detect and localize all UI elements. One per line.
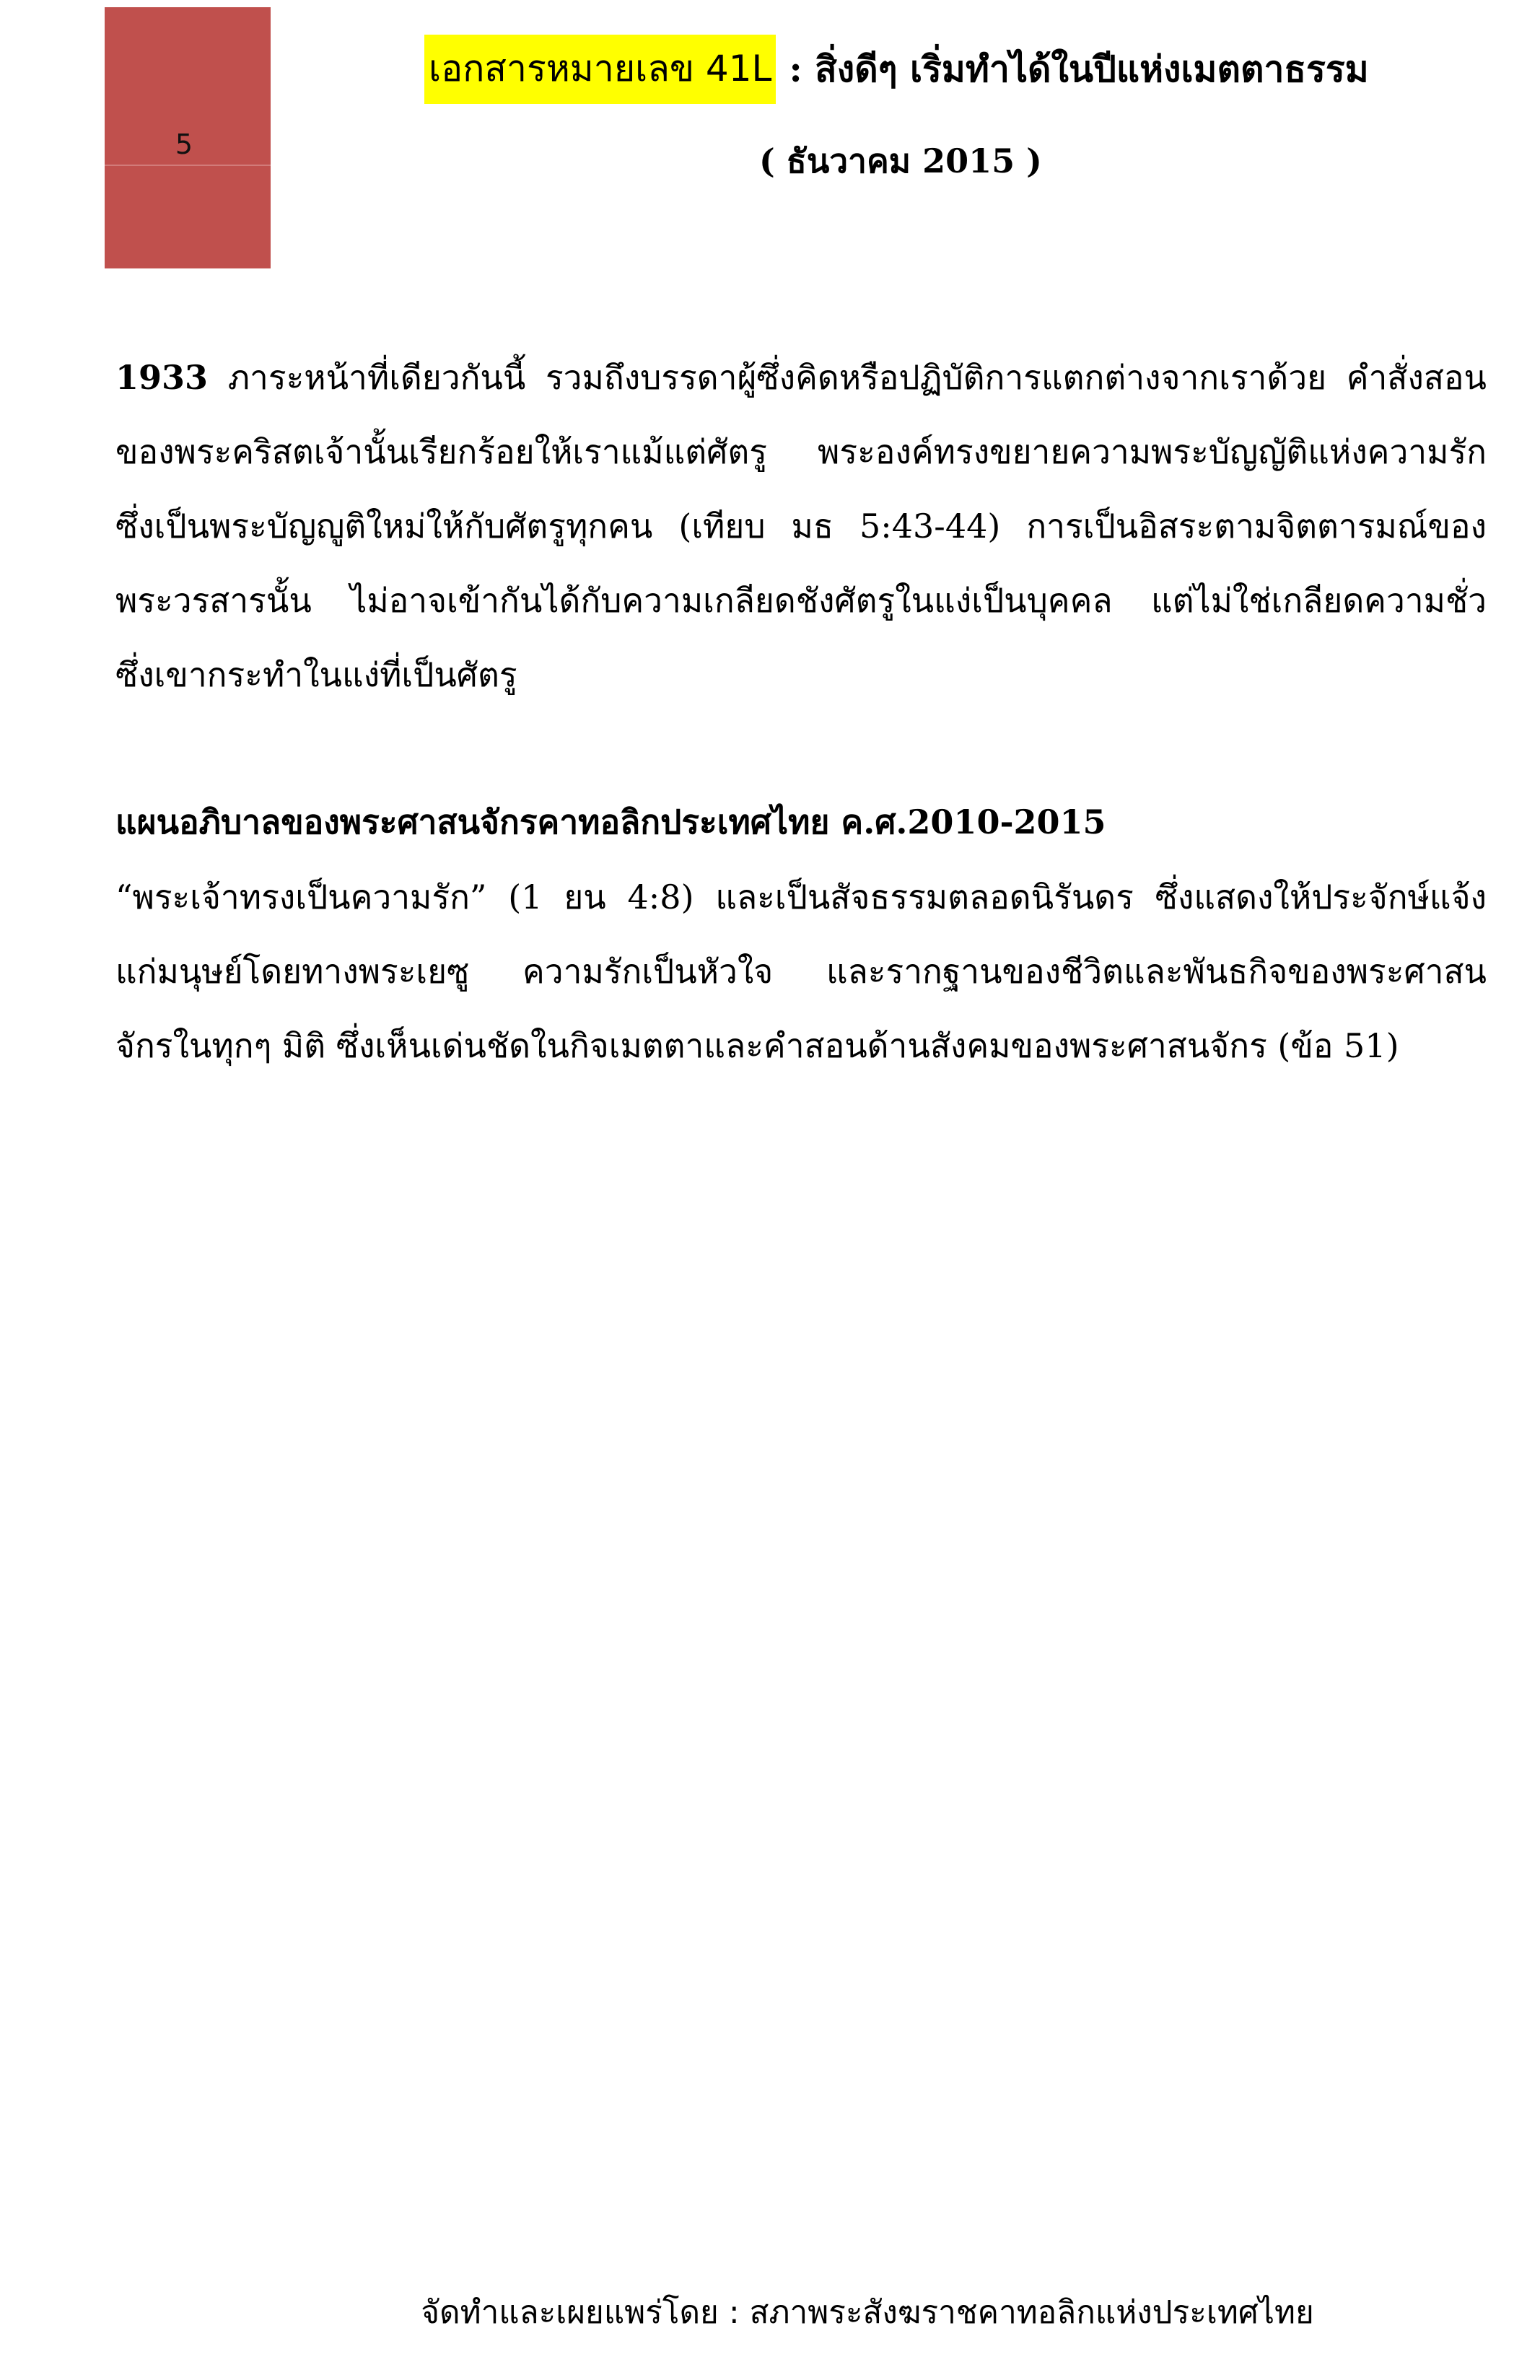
paragraph-number: 1933 bbox=[115, 358, 209, 397]
paragraph-line: “พระเจ้าทรงเป็นความรัก” (1 ยน 4:8) และเป็นสัจธรรมตลอดนิรันดร ซึ่งแสดงให้ประจักษ์แจ้ง bbox=[115, 878, 1487, 916]
paragraph-1933 bbox=[115, 341, 1487, 712]
section-paragraph bbox=[115, 860, 1487, 1083]
document-subtitle: ( ธันวาคม 2015 ) bbox=[759, 141, 1042, 180]
paragraph-line: จักรในทุกๆ มิติ ซึ่งเห็นเด่นชัดในกิจเมตตาและคำสอนด้านสังคมของพระศาสนจักร (ข้อ 51) bbox=[115, 1026, 1399, 1065]
footer-text: จัดทำและเผยแพร่โดย : สภาพระสังฆราชคาทอลิกแห่งประเทศไทย bbox=[421, 2294, 1314, 2331]
page-number: 5 bbox=[175, 128, 193, 160]
paragraph-line: พระวรสารนั้น ไม่อาจเข้ากันได้กับความเกลียดชังศัตรูในแง่เป็นบุคคล แต่ไม่ใช่เกลียดความชั่ว bbox=[115, 581, 1487, 620]
title-text: : สิ่งดีๆ เริ่มทำได้ในปีแห่งเมตตาธรรม bbox=[789, 48, 1369, 90]
paragraph-line-text: ภาระหน้าที่เดียวกันนี้ รวมถึงบรรดาผู้ซึ่งคิดหรือปฏิบัติการแตกต่างจากเราด้วย คำสั่งสอน bbox=[227, 358, 1487, 397]
section-heading: แผนอภิบาลของพระศาสนจักรคาทอลิกประเทศไทย ค.ศ.2010-2015 bbox=[115, 802, 1106, 841]
title-highlight: เอกสารหมายเลข 41L bbox=[424, 35, 776, 104]
paragraph-line bbox=[115, 341, 1487, 415]
paragraph-line: แก่มนุษย์โดยทางพระเยซู ความรักเป็นหัวใจ และรากฐานของชีวิตและพันธกิจของพระศาสน bbox=[115, 952, 1487, 991]
footer bbox=[0, 2288, 1540, 2338]
paragraph-line: ซึ่งเป็นพระบัญญูติใหม่ให้กับศัตรูทุกคน (เทียบ มธ 5:43-44) การเป็นอิสระตามจิตตารมณ์ของ bbox=[115, 507, 1487, 546]
paragraph-line: ซึ่งเขากระทำในแง่ที่เป็นศัตรู bbox=[115, 655, 517, 694]
page-number-divider bbox=[105, 165, 271, 166]
page-number-box bbox=[105, 7, 271, 268]
paragraph-line: ของพระคริสตเจ้านั้นเรียกร้อยให้เราแม้แต่ศัตรู พระองค์ทรงขยายความพระบัญญัติแห่งความรัก bbox=[115, 432, 1487, 471]
document-title bbox=[424, 35, 1369, 104]
